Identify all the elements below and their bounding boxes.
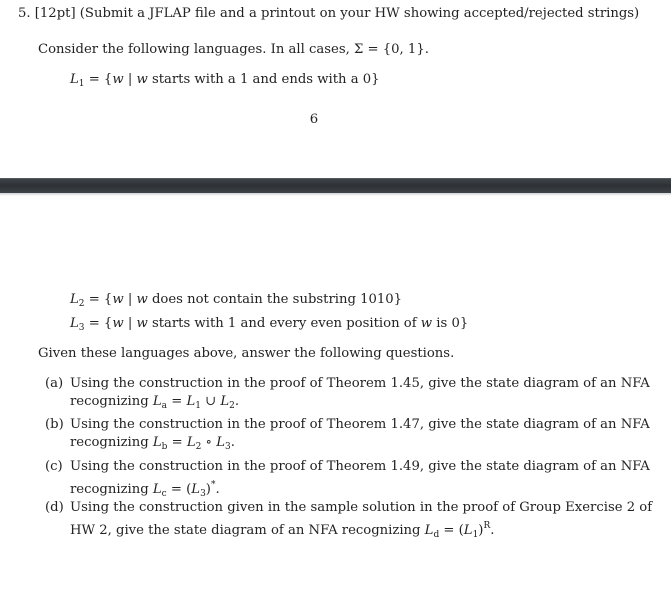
l3-var2: w (136, 316, 148, 331)
part-d-t1-sub: 1 (472, 530, 479, 540)
l3-condition-b: is 0} (432, 316, 469, 331)
l1-def-open: = { (84, 72, 113, 87)
l3-def-open: = { (84, 316, 113, 331)
part-a-t2-sub: 2 (229, 401, 235, 411)
part-c-end: . (215, 482, 220, 497)
intro-text: Consider the following languages. In all cases, (38, 42, 354, 57)
l1-name: L (70, 72, 79, 87)
part-d-eq: = ( (439, 523, 464, 538)
part-a-label: (a) (45, 376, 64, 391)
page-separator (0, 178, 671, 194)
l1-condition: starts with a 1 and ends with a 0} (147, 72, 380, 87)
part-a-t2: L (220, 394, 230, 409)
l2-bar: | (123, 292, 137, 307)
part-a-t1-sub: 1 (195, 401, 201, 411)
part-b-expr: L (152, 435, 162, 450)
given-text: Given these languages above, answer the following questions. (38, 346, 455, 361)
part-b-line2-text: recognizing (70, 435, 153, 450)
l2-var2: w (136, 292, 148, 307)
l3-var3: w (420, 316, 433, 331)
l2-condition: does not contain the substring 1010} (147, 292, 403, 307)
part-a-expr: L (152, 394, 162, 409)
part-a-line1: Using the construction in the proof of Theorem 1.45, give the state diagram of an NFA (70, 376, 650, 391)
alphabet-symbol: Σ (354, 42, 364, 57)
l3-name: L (70, 316, 79, 331)
l1-definition (70, 72, 380, 92)
part-b-t2: L (216, 435, 225, 450)
part-c-line2-text: recognizing (70, 482, 153, 497)
part-c-close: ) (205, 482, 211, 497)
part-a-line2 (70, 394, 239, 414)
part-b-line2 (70, 435, 235, 455)
page-separator-shadow (0, 193, 671, 196)
part-d-line1: Using the construction given in the sample solution in the proof of Group Exercise 2 of (70, 500, 653, 515)
l3-condition-a: starts with 1 and every even position of (147, 316, 421, 331)
l3-index: 3 (78, 323, 85, 333)
l1-var: w (112, 72, 124, 87)
part-b-expr-sub: b (161, 442, 168, 452)
l2-definition (70, 292, 402, 312)
part-b-op: ∘ (201, 435, 217, 450)
part-b-t1-sub: 2 (195, 442, 202, 452)
intro-line (38, 42, 429, 58)
l3-definition (70, 316, 468, 336)
part-b-t2-sub: 3 (224, 442, 231, 452)
l2-index: 2 (78, 299, 85, 309)
part-b-t1: L (186, 435, 196, 450)
l2-name: L (70, 292, 79, 307)
part-a-t1: L (186, 394, 196, 409)
part-d-line2-text: HW 2, give the state diagram of an NFA recognizing (70, 523, 425, 538)
l2-var: w (112, 292, 124, 307)
part-b-end: . (230, 435, 235, 450)
l3-bar: | (123, 316, 137, 331)
part-c-line2 (70, 477, 220, 502)
l1-bar: | (123, 72, 137, 87)
part-a-eq: = (167, 394, 187, 409)
problem-header-text: 5. [12pt] (Submit a JFLAP file and a printout on your HW showing accepted/rejected strings) (18, 6, 640, 21)
l1-index: 1 (78, 79, 85, 89)
l1-var2: w (136, 72, 148, 87)
part-c-expr: L (152, 482, 162, 497)
part-d-label: (d) (45, 500, 64, 515)
part-c-expr-sub: c (161, 489, 167, 499)
l2-def-open: = { (84, 292, 113, 307)
alphabet-value: = {0, 1}. (363, 42, 429, 57)
part-d-expr-sub: d (433, 530, 440, 540)
part-c-line1: Using the construction in the proof of Theorem 1.49, give the state diagram of an NFA (70, 459, 650, 474)
part-b-label: (b) (45, 417, 64, 432)
part-b-eq: = (167, 435, 187, 450)
page-number: 6 (309, 112, 319, 127)
part-c-sup: * (210, 480, 216, 490)
part-a-op: ∪ (200, 394, 221, 409)
part-d-end: . (490, 523, 495, 538)
part-c-t1: L (191, 482, 201, 497)
part-c-label: (c) (45, 459, 63, 474)
part-d-t1: L (463, 523, 473, 538)
part-b-line1: Using the construction in the proof of Theorem 1.47, give the state diagram of an NFA (70, 417, 650, 432)
part-d-expr: L (424, 523, 434, 538)
part-a-expr-sub: a (161, 401, 168, 411)
part-a-end: . (234, 394, 240, 409)
part-d-line2 (70, 518, 494, 543)
l3-var: w (112, 316, 124, 331)
part-c-eq: = ( (166, 482, 192, 497)
problem-header (18, 6, 639, 22)
part-d-close: ) (478, 523, 484, 538)
part-d-sup: R (483, 521, 491, 531)
part-a-line2-text: recognizing (70, 394, 153, 409)
part-c-t1-sub: 3 (200, 489, 206, 499)
